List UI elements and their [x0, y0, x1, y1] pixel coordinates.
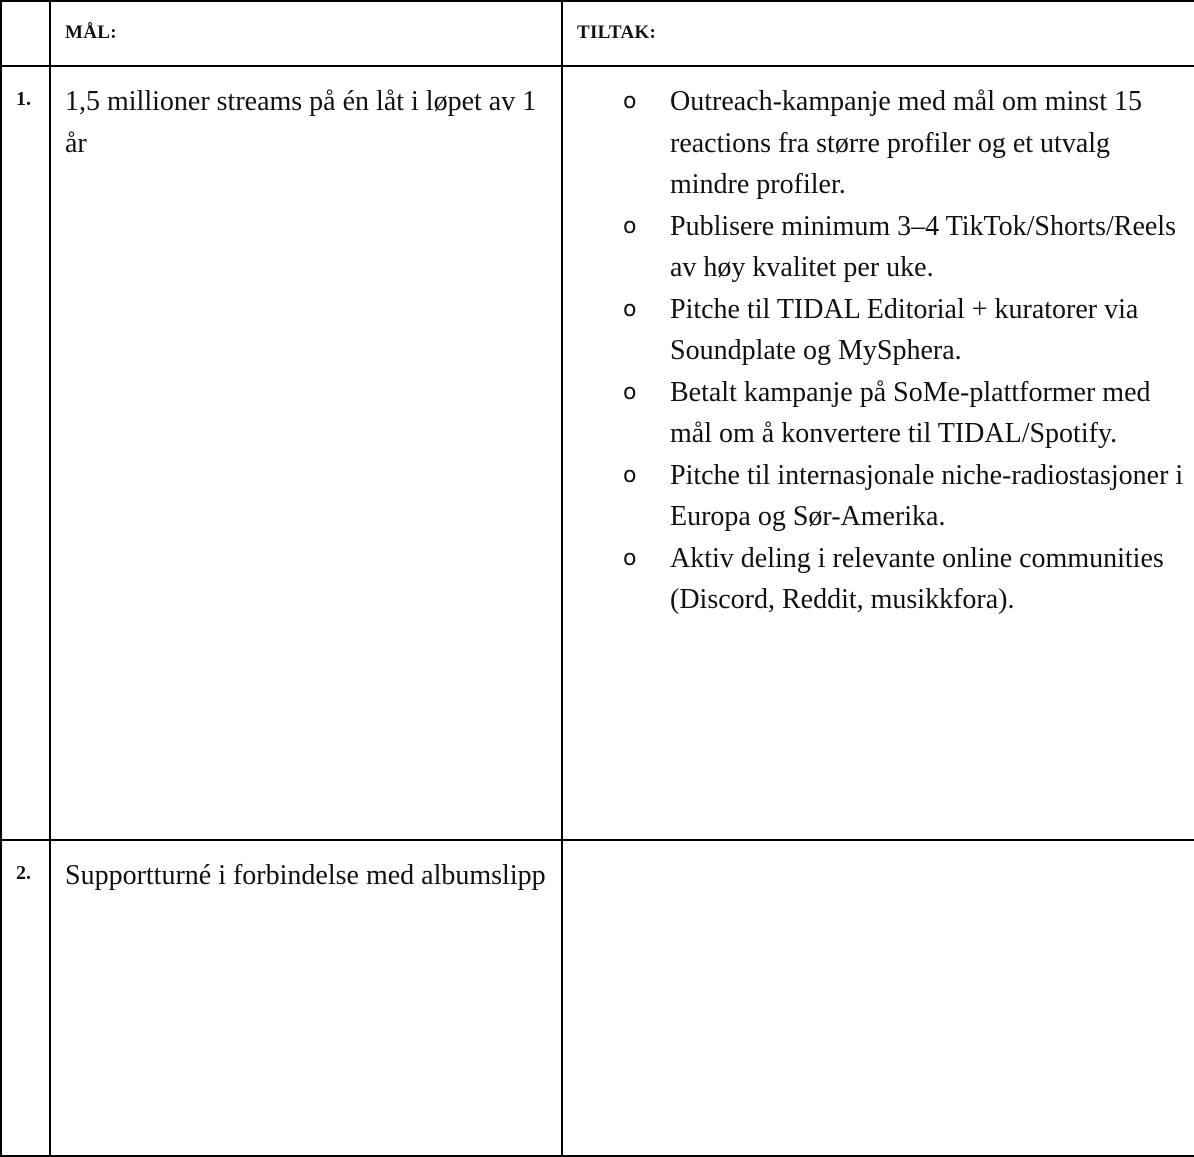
action-item [563, 289, 1184, 372]
goal-cell [50, 840, 562, 1156]
row-number: 2. [16, 862, 31, 884]
goal-cell [50, 66, 562, 840]
header-goal: MÅL: [65, 22, 117, 43]
row-number: 1. [16, 88, 31, 110]
action-item [563, 81, 1184, 206]
header-goal-cell [50, 1, 562, 66]
hollow-circle-bullet-icon: o [623, 379, 637, 405]
hollow-circle-bullet-icon: o [623, 296, 637, 322]
action-text: Aktiv deling i relevante online communities (Discord, Reddit, musikkfora). [670, 542, 1164, 615]
hollow-circle-bullet-icon: o [623, 462, 637, 488]
table-row [1, 66, 1194, 840]
hollow-circle-bullet-icon: o [623, 213, 637, 239]
goal-text: 1,5 millioner streams på én låt i løpet av 1 år [65, 86, 537, 159]
header-row [1, 1, 1194, 66]
header-actions-cell [562, 1, 1194, 66]
header-actions: TILTAK: [577, 22, 657, 43]
action-item [563, 206, 1184, 289]
actions-cell [562, 66, 1194, 840]
action-item [563, 372, 1184, 455]
hollow-circle-bullet-icon: o [623, 89, 637, 114]
row-number-cell [1, 66, 50, 840]
row-number-cell [1, 840, 50, 1156]
action-text: Pitche til TIDAL Editorial + kuratorer via Soundplate og MySphera. [670, 293, 1139, 366]
actions-cell [562, 840, 1194, 1156]
hollow-circle-bullet-icon: o [623, 545, 637, 571]
action-text: Betalt kampanje på SoMe-plattformer med mål om å konvertere til TIDAL/Spotify. [670, 376, 1151, 449]
header-number-cell [1, 1, 50, 66]
action-text: Pitche til internasjonale niche-radiostasjoner i Europa og Sør-Amerika. [670, 459, 1184, 532]
table-row [1, 840, 1194, 1156]
header-number [2, 2, 49, 22]
action-text: Outreach-kampanje med mål om minst 15 reactions fra større profiler og et utvalg mindre profiler. [670, 86, 1142, 200]
action-item [563, 538, 1184, 621]
action-text: Publisere minimum 3–4 TikTok/Shorts/Reels av høy kvalitet per uke. [670, 210, 1176, 283]
goal-text: Supportturné i forbindelse med albumslipp [65, 860, 546, 891]
action-item [563, 455, 1184, 538]
action-list [563, 67, 1194, 621]
